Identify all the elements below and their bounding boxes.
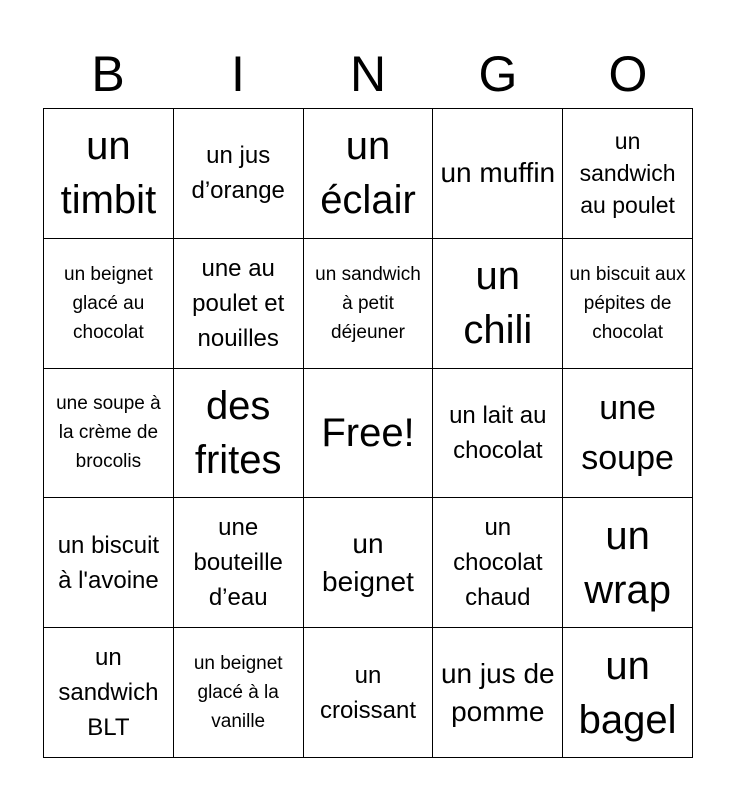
cell-text: un muffin (440, 157, 556, 189)
bingo-cell[interactable] (174, 369, 304, 499)
cell-text: un biscuit à l'avoine (57, 531, 160, 594)
bingo-cell[interactable] (44, 628, 174, 758)
bingo-cell[interactable] (174, 628, 304, 758)
cell-text: un éclair (320, 124, 416, 223)
cell-text: un timbit (60, 124, 157, 223)
header-letter-n: N (349, 46, 387, 102)
cell-text: un chocolat chaud (453, 514, 543, 612)
cell-text: une soupe (581, 388, 674, 477)
cell-text: une au poulet et nouilles (192, 254, 285, 352)
bingo-cell[interactable] (304, 628, 434, 758)
bingo-grid (43, 108, 693, 758)
bingo-cell[interactable] (563, 628, 693, 758)
bingo-cell[interactable] (44, 369, 174, 499)
cell-text: un jus de pomme (440, 657, 555, 727)
cell-text: un wrap (584, 513, 671, 612)
cell-text: un croissant (319, 661, 417, 724)
header-letter-g: G (478, 46, 518, 102)
cell-text: un sandwich BLT (58, 644, 159, 742)
bingo-cell[interactable] (44, 109, 174, 239)
bingo-cell[interactable] (563, 109, 693, 239)
bingo-header (43, 40, 693, 108)
cell-text: un beignet (322, 527, 414, 597)
cell-text: un chili (463, 254, 533, 353)
cell-text: des frites (194, 383, 282, 482)
bingo-cell[interactable] (174, 239, 304, 369)
header-letter-i: I (231, 46, 245, 102)
bingo-cell[interactable] (433, 628, 563, 758)
bingo-cell[interactable] (433, 109, 563, 239)
cell-text: un jus d’orange (191, 142, 285, 205)
cell-text: un sandwich à petit déjeuner (315, 263, 421, 343)
bingo-cell[interactable] (563, 369, 693, 499)
bingo-cell[interactable] (563, 498, 693, 628)
cell-text: Free! (321, 410, 415, 455)
bingo-cell[interactable] (304, 498, 434, 628)
cell-text: un lait au chocolat (449, 401, 547, 464)
header-letter-b: B (91, 46, 125, 102)
cell-text: une soupe à la crème de brocolis (56, 393, 161, 473)
bingo-cell[interactable] (174, 109, 304, 239)
cell-text: un beignet glacé au chocolat (64, 263, 153, 343)
bingo-cell[interactable] (563, 239, 693, 369)
cell-text: un beignet glacé à la vanille (193, 653, 283, 733)
bingo-cell[interactable] (433, 239, 563, 369)
bingo-cell[interactable] (304, 239, 434, 369)
bingo-cell[interactable] (174, 498, 304, 628)
cell-text: une bouteille d’eau (193, 514, 283, 612)
free-space[interactable] (304, 369, 434, 499)
header-letter-o: O (608, 46, 648, 102)
bingo-cell[interactable] (44, 498, 174, 628)
bingo-cell[interactable] (433, 498, 563, 628)
cell-text: un bagel (578, 643, 677, 742)
cell-text: un sandwich au poulet (579, 128, 676, 219)
bingo-cell[interactable] (304, 109, 434, 239)
bingo-cell[interactable] (433, 369, 563, 499)
cell-text: un biscuit aux pépites de chocolat (569, 263, 686, 343)
bingo-cell[interactable] (44, 239, 174, 369)
